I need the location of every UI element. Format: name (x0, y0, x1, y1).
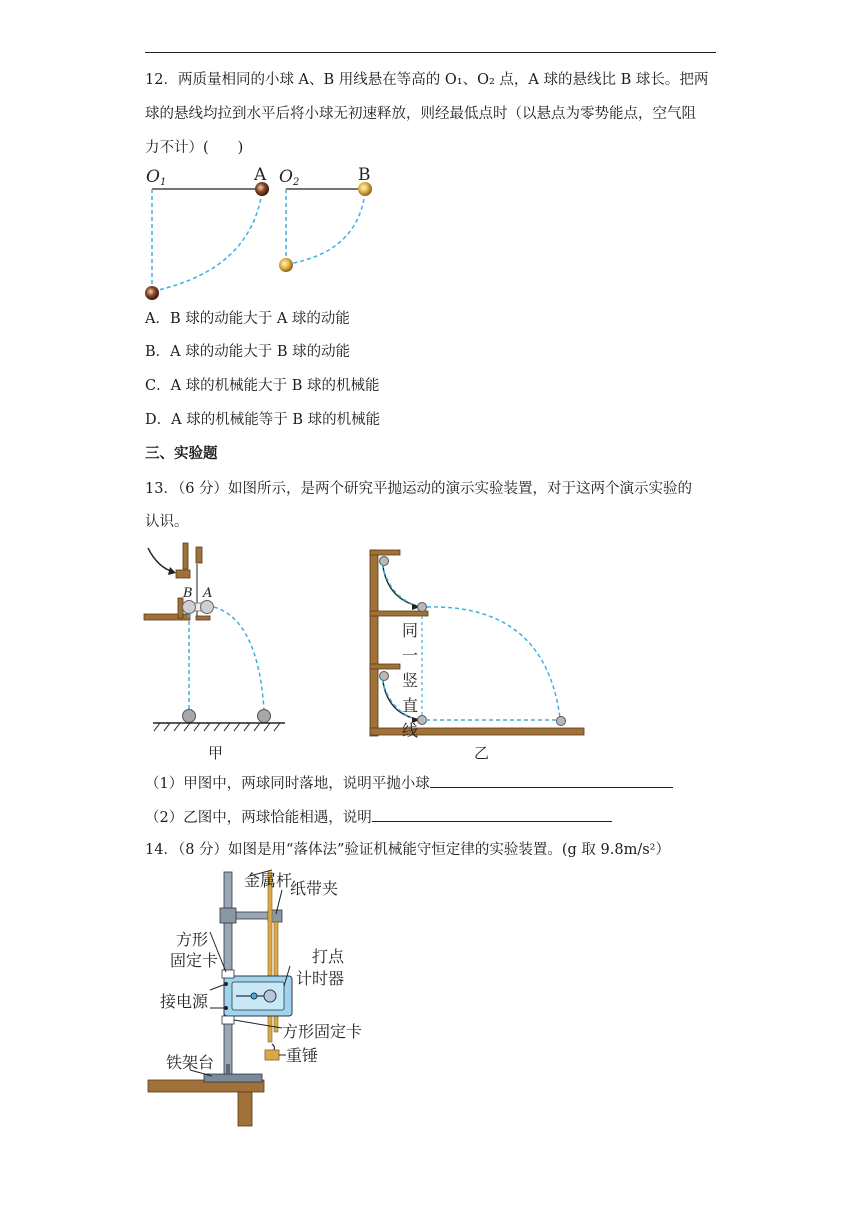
svg-text:接电源: 接电源 (160, 992, 209, 1011)
section-heading: 三、实验题 (145, 445, 218, 462)
svg-text:乙: 乙 (474, 744, 490, 762)
q13-sub2: （2）乙图中，两球恰能相遇，说明 (145, 807, 612, 828)
svg-text:A: A (254, 165, 267, 185)
svg-text:固定卡: 固定卡 (170, 951, 219, 970)
q13-sub1: （1）甲图中，两球同时落地，说明平抛小球 (145, 773, 673, 794)
svg-text:方形: 方形 (176, 930, 209, 949)
ball-a (201, 601, 214, 614)
q12-option-d: D．A 球的机械能等于 B 球的机械能 (145, 412, 381, 428)
q12-line1: 12．两质量相同的小球 A、B 用线悬在等高的 O₁、O₂ 点，A 球的悬线比 B 球长。把两 (145, 72, 709, 88)
svg-text:线: 线 (402, 721, 419, 740)
svg-text:竖: 竖 (402, 671, 419, 690)
svg-text:A: A (203, 586, 213, 601)
q12-pendulum-figure (140, 160, 390, 305)
svg-text:同: 同 (402, 621, 419, 640)
svg-text:重锤: 重锤 (286, 1046, 319, 1065)
svg-text:B: B (358, 165, 371, 185)
q12-line2: 球的悬线均拉到水平后将小球无初速释放，则经最低点时（以悬点为零势能点，空气阻 (145, 106, 696, 122)
ball-a-bottom (145, 286, 159, 300)
svg-text:方形固定卡: 方形固定卡 (282, 1022, 363, 1041)
svg-text:直: 直 (402, 696, 419, 715)
svg-text:一: 一 (402, 646, 419, 665)
svg-text:铁架台: 铁架台 (166, 1053, 215, 1072)
q13-figure-yi (360, 540, 595, 765)
svg-text:纸带夹: 纸带夹 (290, 879, 339, 898)
q13-line1: 13．（6 分）如图所示，是两个研究平抛运动的演示实验装置，对于这两个演示实验的 (145, 481, 693, 497)
q13-figure-jia (140, 540, 290, 765)
ball-b (183, 601, 196, 614)
svg-text:B: B (183, 586, 193, 601)
header-rule (145, 52, 716, 53)
q14-line1: 14．（8 分）如图是用“落体法”验证机械能守恒定律的实验装置。(g 取 9.8m/s²） (145, 842, 670, 858)
q12-option-a: A．B 球的动能大于 A 球的动能 (145, 311, 350, 327)
svg-text:O2: O2 (279, 167, 300, 188)
svg-text:金属杆: 金属杆 (244, 871, 293, 890)
svg-text:甲: 甲 (208, 744, 224, 762)
q12-option-c: C．A 球的机械能大于 B 球的机械能 (145, 378, 380, 394)
svg-text:打点: 打点 (312, 947, 345, 966)
q14-apparatus-figure (140, 862, 410, 1132)
svg-text:O1: O1 (146, 167, 167, 188)
q12-option-b: B．A 球的动能大于 B 球的动能 (145, 344, 351, 360)
answer-blank-1[interactable] (430, 773, 673, 788)
ball-b-bottom (279, 258, 293, 272)
q13-line2: 认识。 (145, 514, 189, 530)
q12-line3: 力不计）( ) (145, 140, 244, 156)
answer-blank-2[interactable] (372, 807, 612, 822)
svg-text:计时器: 计时器 (296, 969, 345, 988)
